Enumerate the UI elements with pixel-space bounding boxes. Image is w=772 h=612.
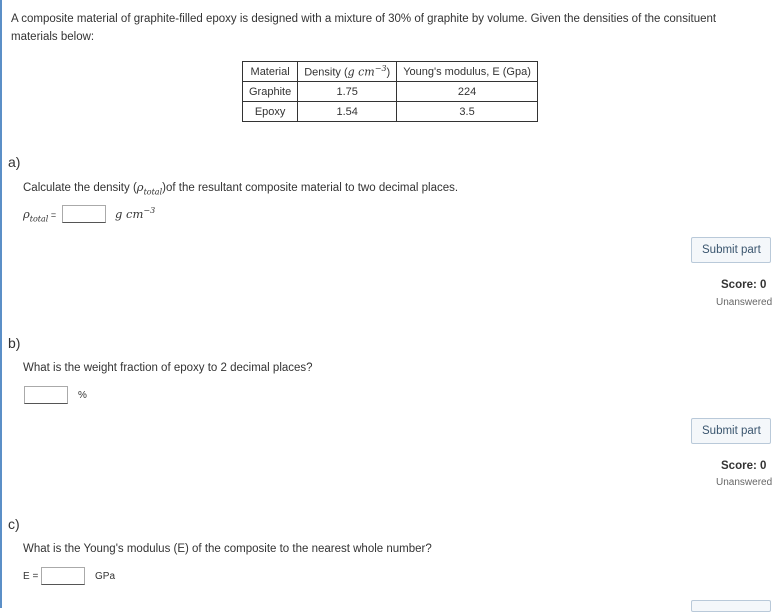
left-accent-bar	[0, 0, 2, 608]
cell-density: 1.54	[298, 102, 397, 122]
cell-modulus: 3.5	[397, 102, 538, 122]
header-density: Density (g $cm^{-3}$)	[298, 62, 397, 82]
modulus-unit: GPa	[95, 571, 116, 582]
part-a-label: a)	[8, 154, 21, 170]
part-b-status: Unanswered	[716, 477, 772, 488]
submit-part-a-button[interactable]: Submit part	[691, 237, 771, 263]
submit-part-c-button[interactable]	[691, 600, 771, 612]
part-a-status: Unanswered	[716, 297, 772, 308]
cell-density: 1.75	[298, 82, 397, 102]
table-row	[243, 102, 538, 122]
density-unit: g $cm^{-3}$	[115, 206, 156, 221]
submit-part-b-button[interactable]: Submit part	[691, 418, 771, 444]
materials-table	[242, 61, 538, 122]
part-b-label: b)	[8, 335, 21, 351]
modulus-input[interactable]	[41, 567, 85, 585]
header-material: Material	[243, 62, 298, 82]
cell-material: Graphite	[243, 82, 298, 102]
part-a-score: Score: 0	[721, 279, 767, 291]
cell-material: Epoxy	[243, 102, 298, 122]
part-c-label: c)	[8, 516, 20, 532]
question-intro: A composite material of graphite-filled epoxy is designed with a mixture of 30% of graphite by volume. Given the densities of the consituent materials below:	[11, 13, 717, 43]
part-a-question: Calculate the density $(\rho_{total})of$ the resultant composite material to two decimal places.	[23, 180, 459, 197]
modulus-input-label: E =	[23, 571, 39, 582]
part-c-question: What is the Young's modulus (E) of the composite to the nearest whole number?	[23, 543, 432, 555]
density-input-label: $\rho_{total}$ =	[23, 207, 57, 224]
weight-fraction-input[interactable]	[24, 386, 68, 404]
table-header-row	[243, 62, 538, 82]
header-youngs-modulus: Young's modulus, E (Gpa)	[397, 62, 538, 82]
cell-modulus: 224	[397, 82, 538, 102]
part-b-score: Score: 0	[721, 460, 767, 472]
weight-fraction-unit: %	[78, 390, 87, 401]
density-input[interactable]	[62, 205, 106, 223]
part-b-question: What is the weight fraction of epoxy to 2 decimal places?	[23, 362, 313, 374]
table-row	[243, 82, 538, 102]
